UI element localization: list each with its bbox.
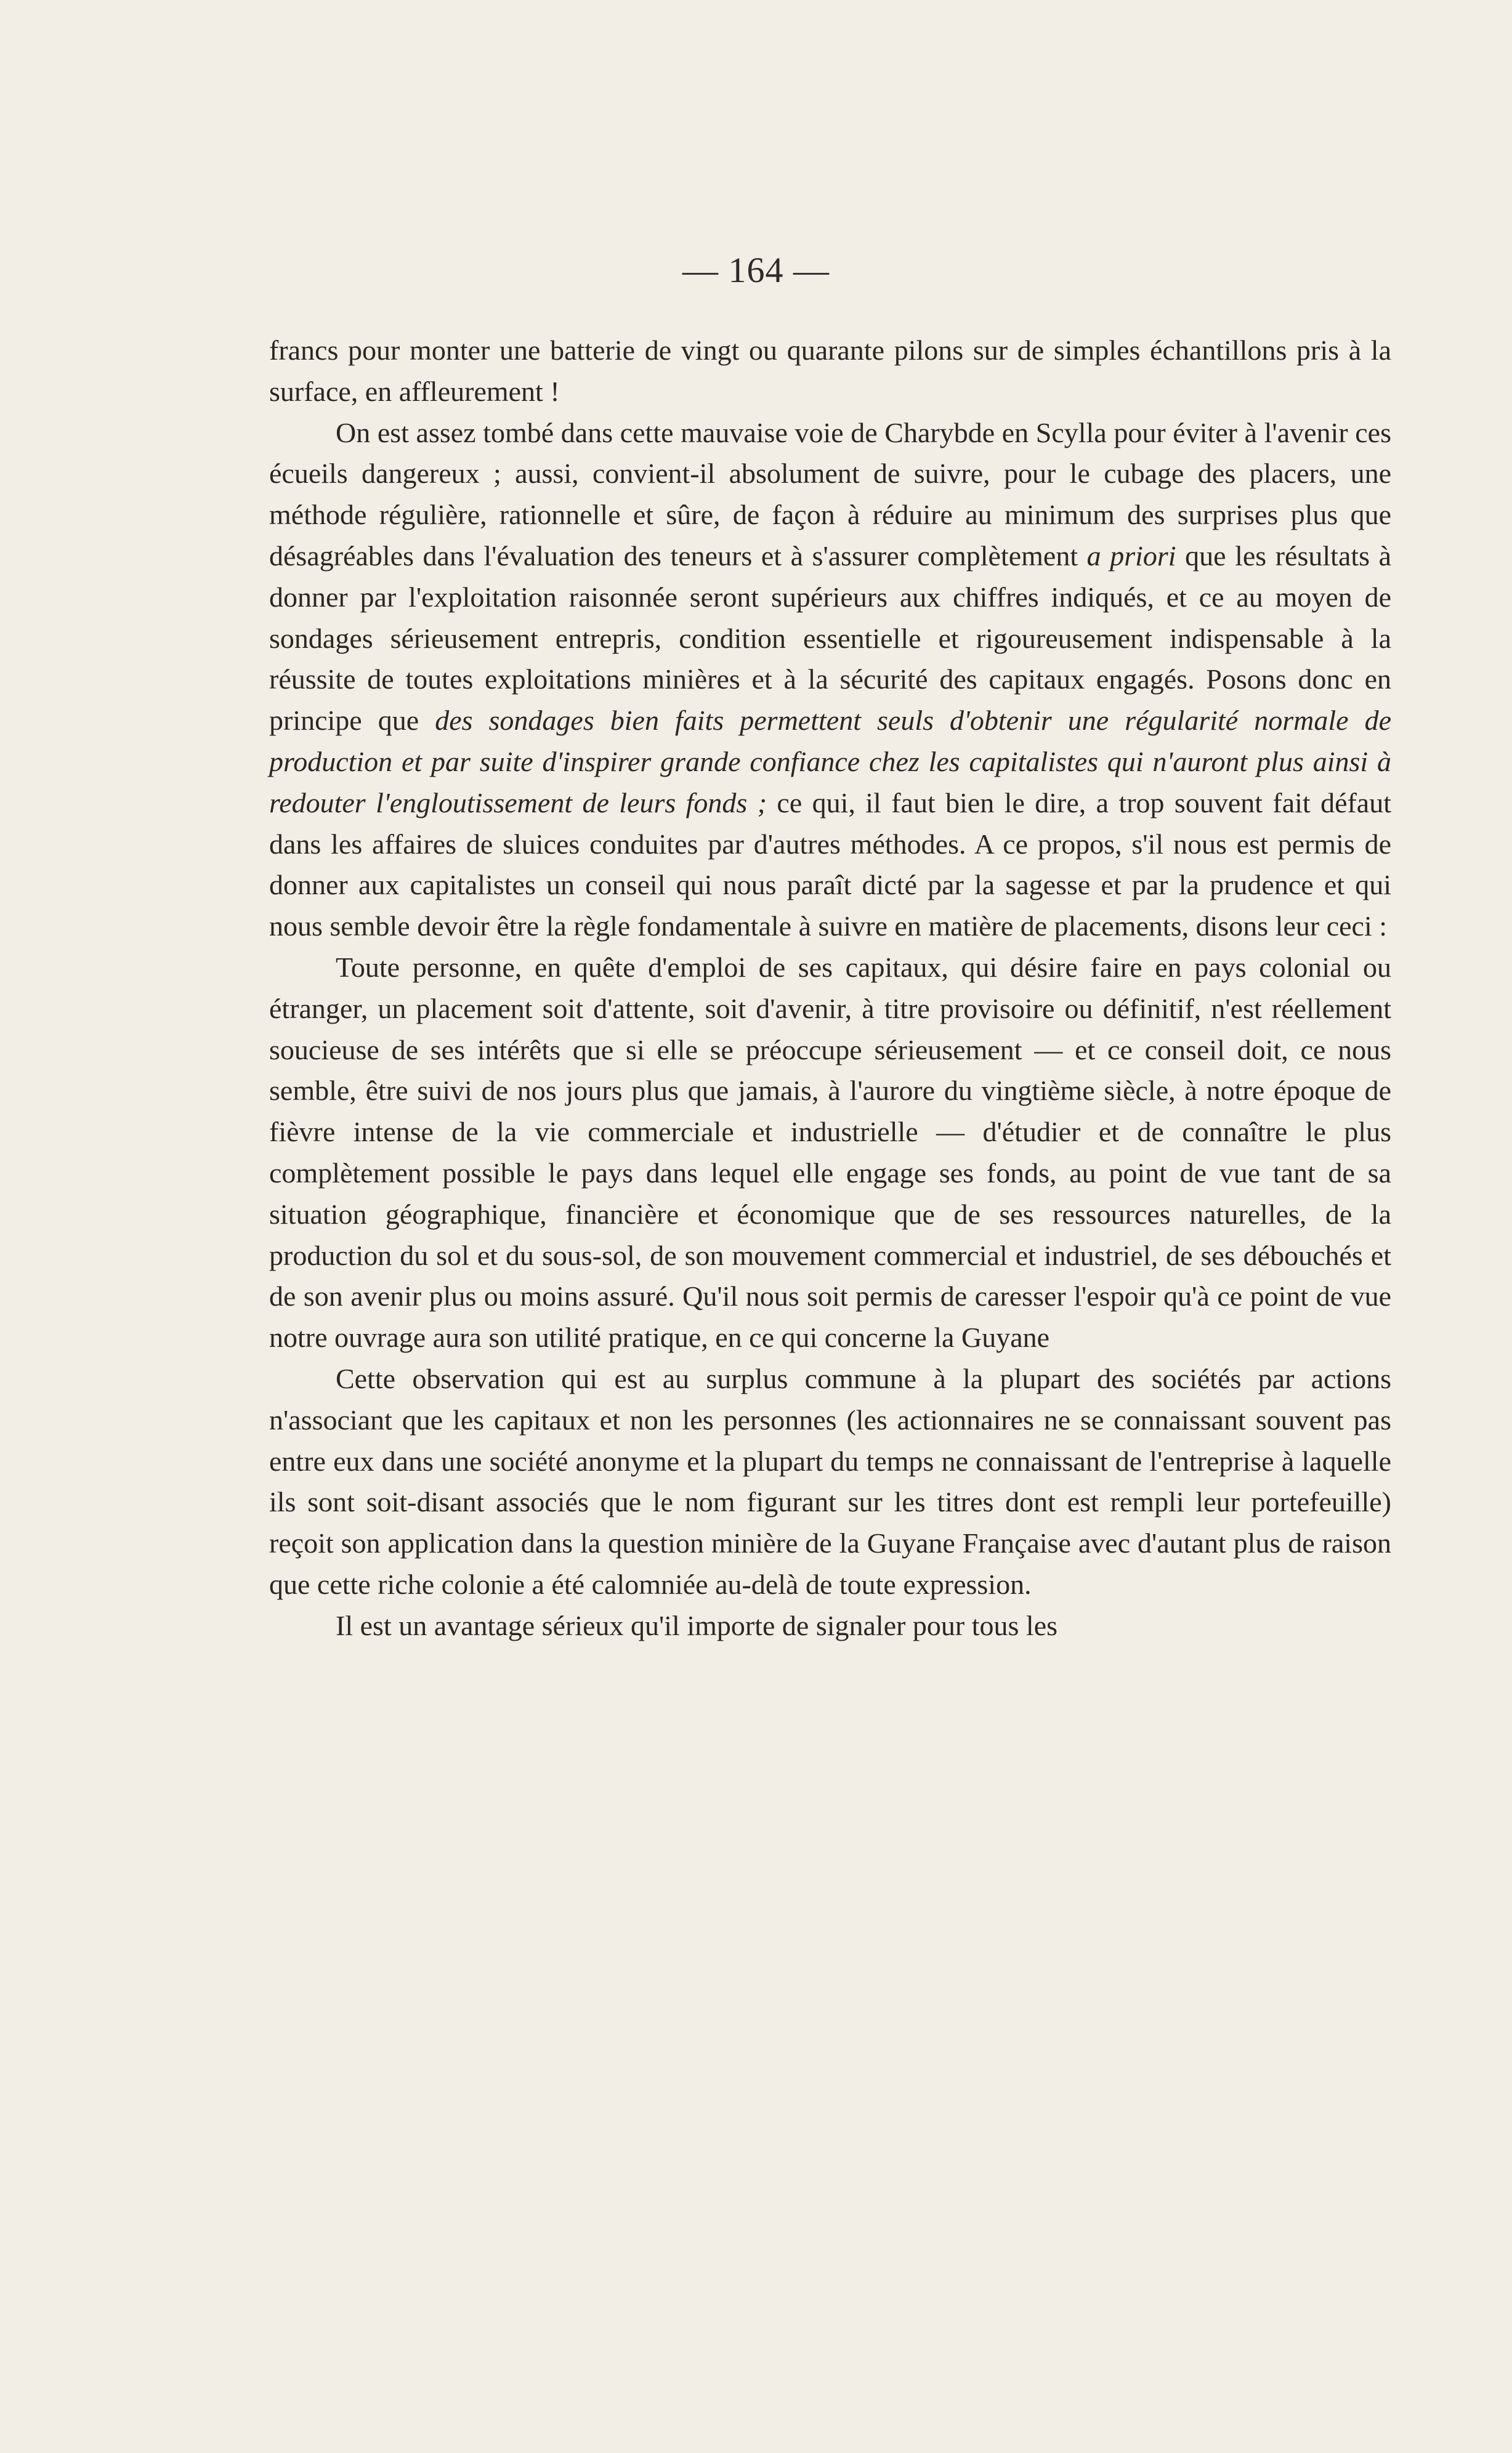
page-number: — 164 —: [682, 250, 830, 290]
italic-segment: des sondages bien faits permettent seuls d'obtenir une régularité normale de production et par suite d'inspirer grande confiance chez les capitalistes qui n'auront plus ainsi à redouter l'engloutissement de leurs fonds ;: [269, 705, 1391, 818]
text-segment: francs pour monter une batterie de vingt ou quarante pilons sur de simples échantillons pris à la surface, en affleurement !: [269, 334, 1391, 407]
text-segment: ce qui, il faut bien le dire, a trop souvent fait défaut dans les affaires de sluices conduites par d'autres méthodes. A ce propos, s'il nous est permis de donner aux capitalistes un conseil qui nous paraît dicté par la sagesse et par la prudence et qui nous semble devoir être la règle fondamentale à suivre en matière de placements, disons leur ceci :: [269, 786, 1391, 942]
paragraph-continuation: [269, 330, 1391, 413]
text-segment: Il est un avantage sérieux qu'il importe de signaler pour tous les: [336, 1609, 1058, 1641]
italic-segment: a priori: [1086, 539, 1176, 572]
text-segment: Toute personne, en quête d'emploi de ses capitaux, qui désire faire en pays colonial ou étranger, un placement soit d'attente, soit d'avenir, à titre provisoire ou définitif, n'est réellement soucieuse de ses intérêts que si elle se préoccupe sérieusement — et ce conseil doit, ce nous semble, être suivi de nos jours plus que jamais, à l'aurore du vingtième siècle, à notre époque de fièvre intense de la vie commerciale et industrielle — d'étudier et de connaître le plus complètement possible le pays dans lequel elle engage ses fonds, au point de vue tant de sa situation géographique, financière et économique que de ses ressources naturelles, de la production du sol et du sous-sol, de son mouvement commercial et industriel, de ses débouchés et de son avenir plus ou moins assuré. Qu'il nous soit permis de caresser l'espoir qu'à ce point de vue notre ouvrage aura son utilité pratique, en ce qui concerne la Guyane: [269, 951, 1391, 1354]
text-segment: Cette observation qui est au surplus commune à la plupart des sociétés par actions n'associant que les capitaux et non les personnes (les actionnaires ne se connaissant souvent pas entre eux dans une société anonyme et la plupart du temps ne connaissant de l'entreprise à laquelle ils sont soit-disant associés que le nom figurant sur les titres dont est rempli leur portefeuille) reçoit son application dans la question minière de la Guyane Française avec d'autant plus de raison que cette riche colonie a été calomniée au-delà de toute expression.: [269, 1362, 1391, 1600]
paragraph-observation: [269, 1359, 1391, 1606]
text-segment: que les résultats à donner par l'exploitation raisonnée seront supérieurs aux chiffres indiqués, et ce au moyen de sondages sérieusement entrepris, condition essentielle et rigoureusement indispensable à la réussite de toutes exploitations minières et à la sécurité des capitaux engagés. Posons donc en principe que: [269, 539, 1392, 737]
text-segment: On est assez tombé dans cette mauvaise voie de Charybde en Scylla pour éviter à l'avenir ces écueils dangereux ; aussi, convient-il absolument de suivre, pour le cubage des placers, une méthode régulière, rationnelle et sûre, de façon à réduire au minimum des surprises plus que désagréables dans l'évaluation des teneurs et à s'assurer complètement: [269, 416, 1391, 572]
body-text: [269, 330, 1391, 1647]
paragraph-conseil: [269, 947, 1391, 1359]
paragraph-avantage: [269, 1606, 1391, 1647]
paragraph-cubage-placers: [269, 413, 1391, 947]
